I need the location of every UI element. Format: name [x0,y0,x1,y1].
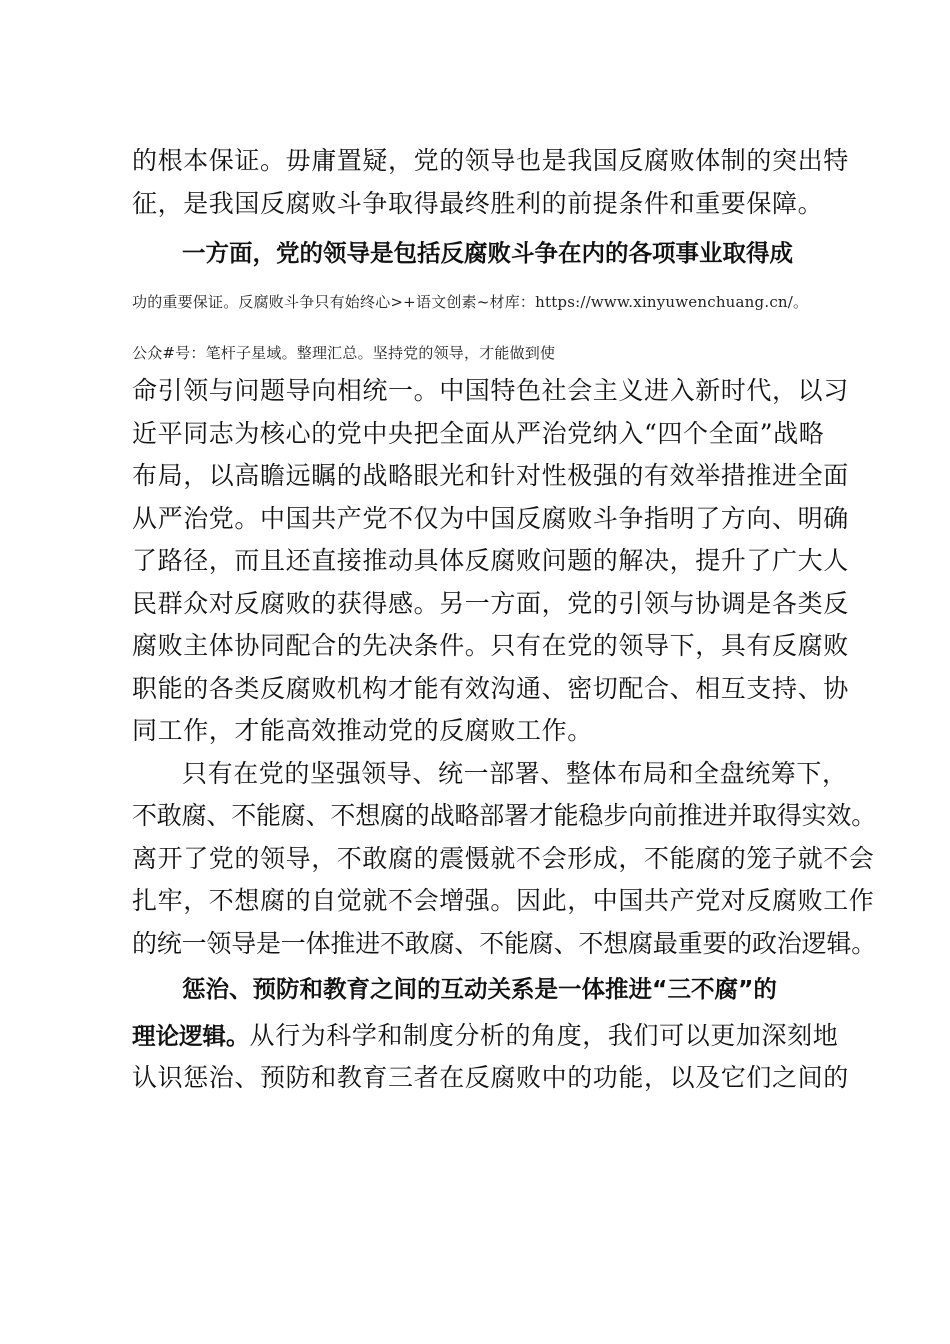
bold-heading-line-1: 一方面，党的领导是包括反腐败斗争在内的各项事业取得成 [182,239,793,267]
text-line-5: 布局，以高瞻远瞩的战略眼光和针对性极强的有效举措推进全面 [132,461,849,490]
text-line-13: 不敢腐、不能腐、不想腐的战略部署才能稳步向前推进并取得实效。 [132,801,877,830]
text-line-8: 民群众对反腐败的获得感。另一方面，党的引领与协调是各类反 [132,589,849,618]
text-line-3: 命引领与问题导向相统一。中国特色社会主义进入新时代，以习 [132,376,849,405]
text-line-4: 近平同志为核心的党中央把全面从严治党纳入“四个全面”战略 [132,419,825,448]
text-line-18: 认识惩治、预防和教育三者在反腐败中的功能，以及它们之间的 [132,1063,849,1092]
text-line-17 [132,1021,838,1051]
text-line-11: 同工作，才能高效推动党的反腐败工作。 [132,716,593,745]
small-text-line-1: 功的重要保证。反腐败斗争只有始终心>+语文创素~材库：https://www.xinyuwenchuang.cn/。 [132,293,809,311]
text-line-14: 离开了党的领导，不敢腐的震慑就不会形成，不能腐的笼子就不会 [132,844,875,873]
bold-heading-line-2: 惩治、预防和教育之间的互动关系是一体推进“三不腐”的 [182,975,777,1003]
text-line-16: 的统一领导是一体推进不敢腐、不能腐、不想腐最重要的政治逻辑。 [132,929,877,958]
text-line-7: 了路径，而且还直接推动具体反腐败问题的解决，提升了广大人 [132,546,849,575]
bold-lead-in: 理论逻辑。 [132,1022,250,1050]
text-line-12: 只有在党的坚强领导、统一部署、整体布局和全盘统筹下， [182,759,848,788]
small-text-line-2: 公众#号：笔杆子星域。整理汇总。坚持党的领导，才能做到使 [132,344,556,362]
text-line-10: 职能的各类反腐败机构才能有效沟通、密切配合、相互支持、协 [132,674,849,703]
text-line-1: 的根本保证。毋庸置疑，党的领导也是我国反腐败体制的突出特 [132,146,849,175]
text-line-17-body: 从行为科学和制度分析的角度，我们可以更加深刻地 [249,1021,839,1050]
text-line-2: 征，是我国反腐败斗争取得最终胜利的前提条件和重要保障。 [132,189,824,218]
text-line-9: 腐败主体协同配合的先决条件。只有在党的领导下，具有反腐败 [132,631,849,660]
text-line-15: 扎牢，不想腐的自觉就不会增强。因此，中国共产党对反腐败工作 [132,886,875,915]
text-line-6: 从严治党。中国共产党不仅为中国反腐败斗争指明了方向、明确 [132,504,849,533]
